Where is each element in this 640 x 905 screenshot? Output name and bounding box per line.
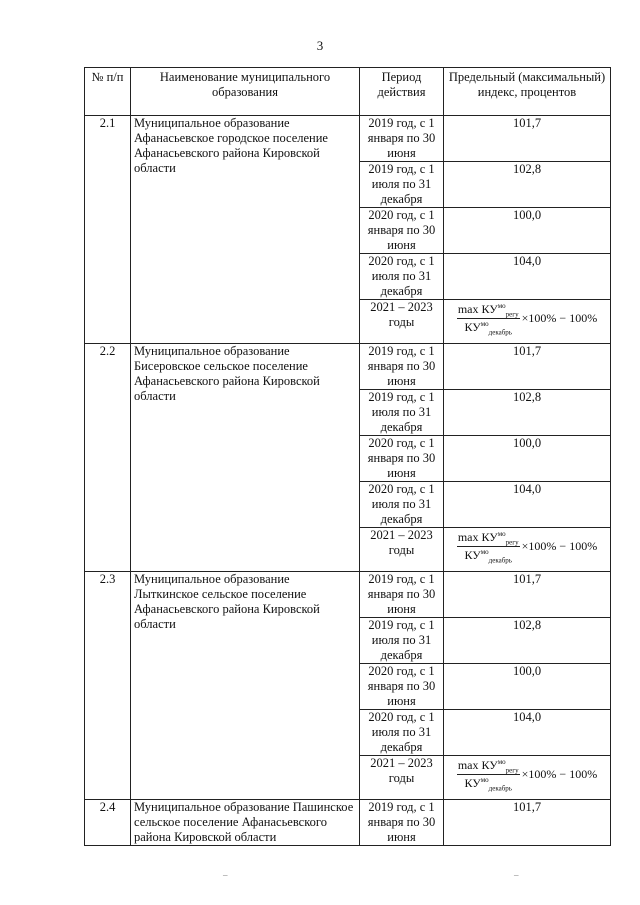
formula-denominator (464, 775, 512, 791)
period-cell: 2020 год, с 1 июля по 31 декабря (360, 482, 444, 528)
formula-prefix: max КУ (457, 530, 498, 544)
formula-den-sub: декабрь (488, 556, 512, 565)
page-number: 3 (316, 38, 324, 53)
formula-den-sup: мо (480, 320, 489, 328)
municipality-name: Муниципальное образование Лыткинское сельское поселение Афанасьевского района Кировской области (131, 572, 360, 800)
index-value: 100,0 (444, 208, 611, 254)
formula-numerator (457, 758, 520, 775)
header-period: Период действия (360, 68, 444, 116)
formula-num-sub: регу (505, 766, 519, 775)
formula-den: КУ (464, 320, 481, 334)
period-cell: 2021 – 2023 годы (360, 756, 444, 800)
formula-fraction (457, 302, 520, 335)
period-cell: 2020 год, с 1 июля по 31 декабря (360, 254, 444, 300)
table-header-row (85, 68, 611, 116)
formula-num-sup: мо (497, 302, 506, 310)
formula-numerator (457, 530, 520, 547)
footer-left-mark: – (223, 870, 228, 880)
index-value: 104,0 (444, 710, 611, 756)
formula-fraction (457, 530, 520, 563)
period-cell: 2019 год, с 1 января по 30 июня (360, 572, 444, 618)
formula-den-sup: мо (480, 548, 489, 556)
index-formula (457, 758, 597, 791)
row-number: 2.3 (85, 572, 131, 800)
index-value: 102,8 (444, 618, 611, 664)
header-num: № п/п (85, 68, 131, 116)
formula-num-sub: регу (505, 538, 519, 547)
index-formula-cell (444, 756, 611, 800)
formula-suffix: ×100% − 100% (521, 539, 598, 553)
period-cell: 2020 год, с 1 января по 30 июня (360, 208, 444, 254)
table-row (85, 572, 611, 618)
index-value: 101,7 (444, 344, 611, 390)
formula-suffix: ×100% − 100% (521, 767, 598, 781)
index-formula-cell (444, 528, 611, 572)
index-value: 100,0 (444, 664, 611, 710)
index-value: 104,0 (444, 482, 611, 528)
header-index: Предельный (максимальный) индекс, процентов (444, 68, 611, 116)
municipality-name: Муниципальное образование Бисеровское сельское поселение Афанасьевского района Кировской области (131, 344, 360, 572)
table-row (85, 800, 611, 846)
header-name: Наименование муниципального образования (131, 68, 360, 116)
period-cell: 2020 год, с 1 января по 30 июня (360, 436, 444, 482)
formula-num-sup: мо (497, 530, 506, 538)
table-row (85, 344, 611, 390)
index-value: 104,0 (444, 254, 611, 300)
index-value: 102,8 (444, 162, 611, 208)
period-cell: 2020 год, с 1 июля по 31 декабря (360, 710, 444, 756)
index-value: 101,7 (444, 572, 611, 618)
index-formula (457, 302, 597, 335)
formula-prefix: max КУ (457, 302, 498, 316)
period-cell: 2019 год, с 1 июля по 31 декабря (360, 390, 444, 436)
municipality-name: Муниципальное образование Пашинское сельское поселение Афанасьевского района Кировской области (131, 800, 360, 846)
municipality-name: Муниципальное образование Афанасьевское городское поселение Афанасьевского района Кировской области (131, 116, 360, 344)
formula-den: КУ (464, 548, 481, 562)
row-number: 2.4 (85, 800, 131, 846)
period-cell: 2021 – 2023 годы (360, 300, 444, 344)
formula-den-sub: декабрь (488, 784, 512, 793)
index-value: 101,7 (444, 800, 611, 846)
formula-denominator (464, 547, 512, 563)
period-cell: 2019 год, с 1 июля по 31 декабря (360, 162, 444, 208)
index-value: 101,7 (444, 116, 611, 162)
formula-den-sup: мо (480, 776, 489, 784)
row-number: 2.2 (85, 344, 131, 572)
tariff-index-table (84, 67, 611, 846)
period-cell: 2021 – 2023 годы (360, 528, 444, 572)
formula-num-sub: регу (505, 310, 519, 319)
formula-numerator (457, 302, 520, 319)
period-cell: 2019 год, с 1 января по 30 июня (360, 800, 444, 846)
index-value: 102,8 (444, 390, 611, 436)
formula-denominator (464, 319, 512, 335)
formula-den: КУ (464, 776, 481, 790)
formula-den-sub: декабрь (488, 328, 512, 337)
period-cell: 2019 год, с 1 января по 30 июня (360, 344, 444, 390)
index-formula (457, 530, 597, 563)
formula-prefix: max КУ (457, 758, 498, 772)
period-cell: 2019 год, с 1 июля по 31 декабря (360, 618, 444, 664)
formula-suffix: ×100% − 100% (521, 311, 598, 325)
period-cell: 2020 год, с 1 января по 30 июня (360, 664, 444, 710)
table-row (85, 116, 611, 162)
table-body (85, 116, 611, 846)
footer-marks (0, 870, 640, 880)
index-formula-cell (444, 300, 611, 344)
formula-fraction (457, 758, 520, 791)
period-cell: 2019 год, с 1 января по 30 июня (360, 116, 444, 162)
formula-num-sup: мо (497, 758, 506, 766)
footer-right-mark: – (514, 870, 519, 880)
index-value: 100,0 (444, 436, 611, 482)
row-number: 2.1 (85, 116, 131, 344)
